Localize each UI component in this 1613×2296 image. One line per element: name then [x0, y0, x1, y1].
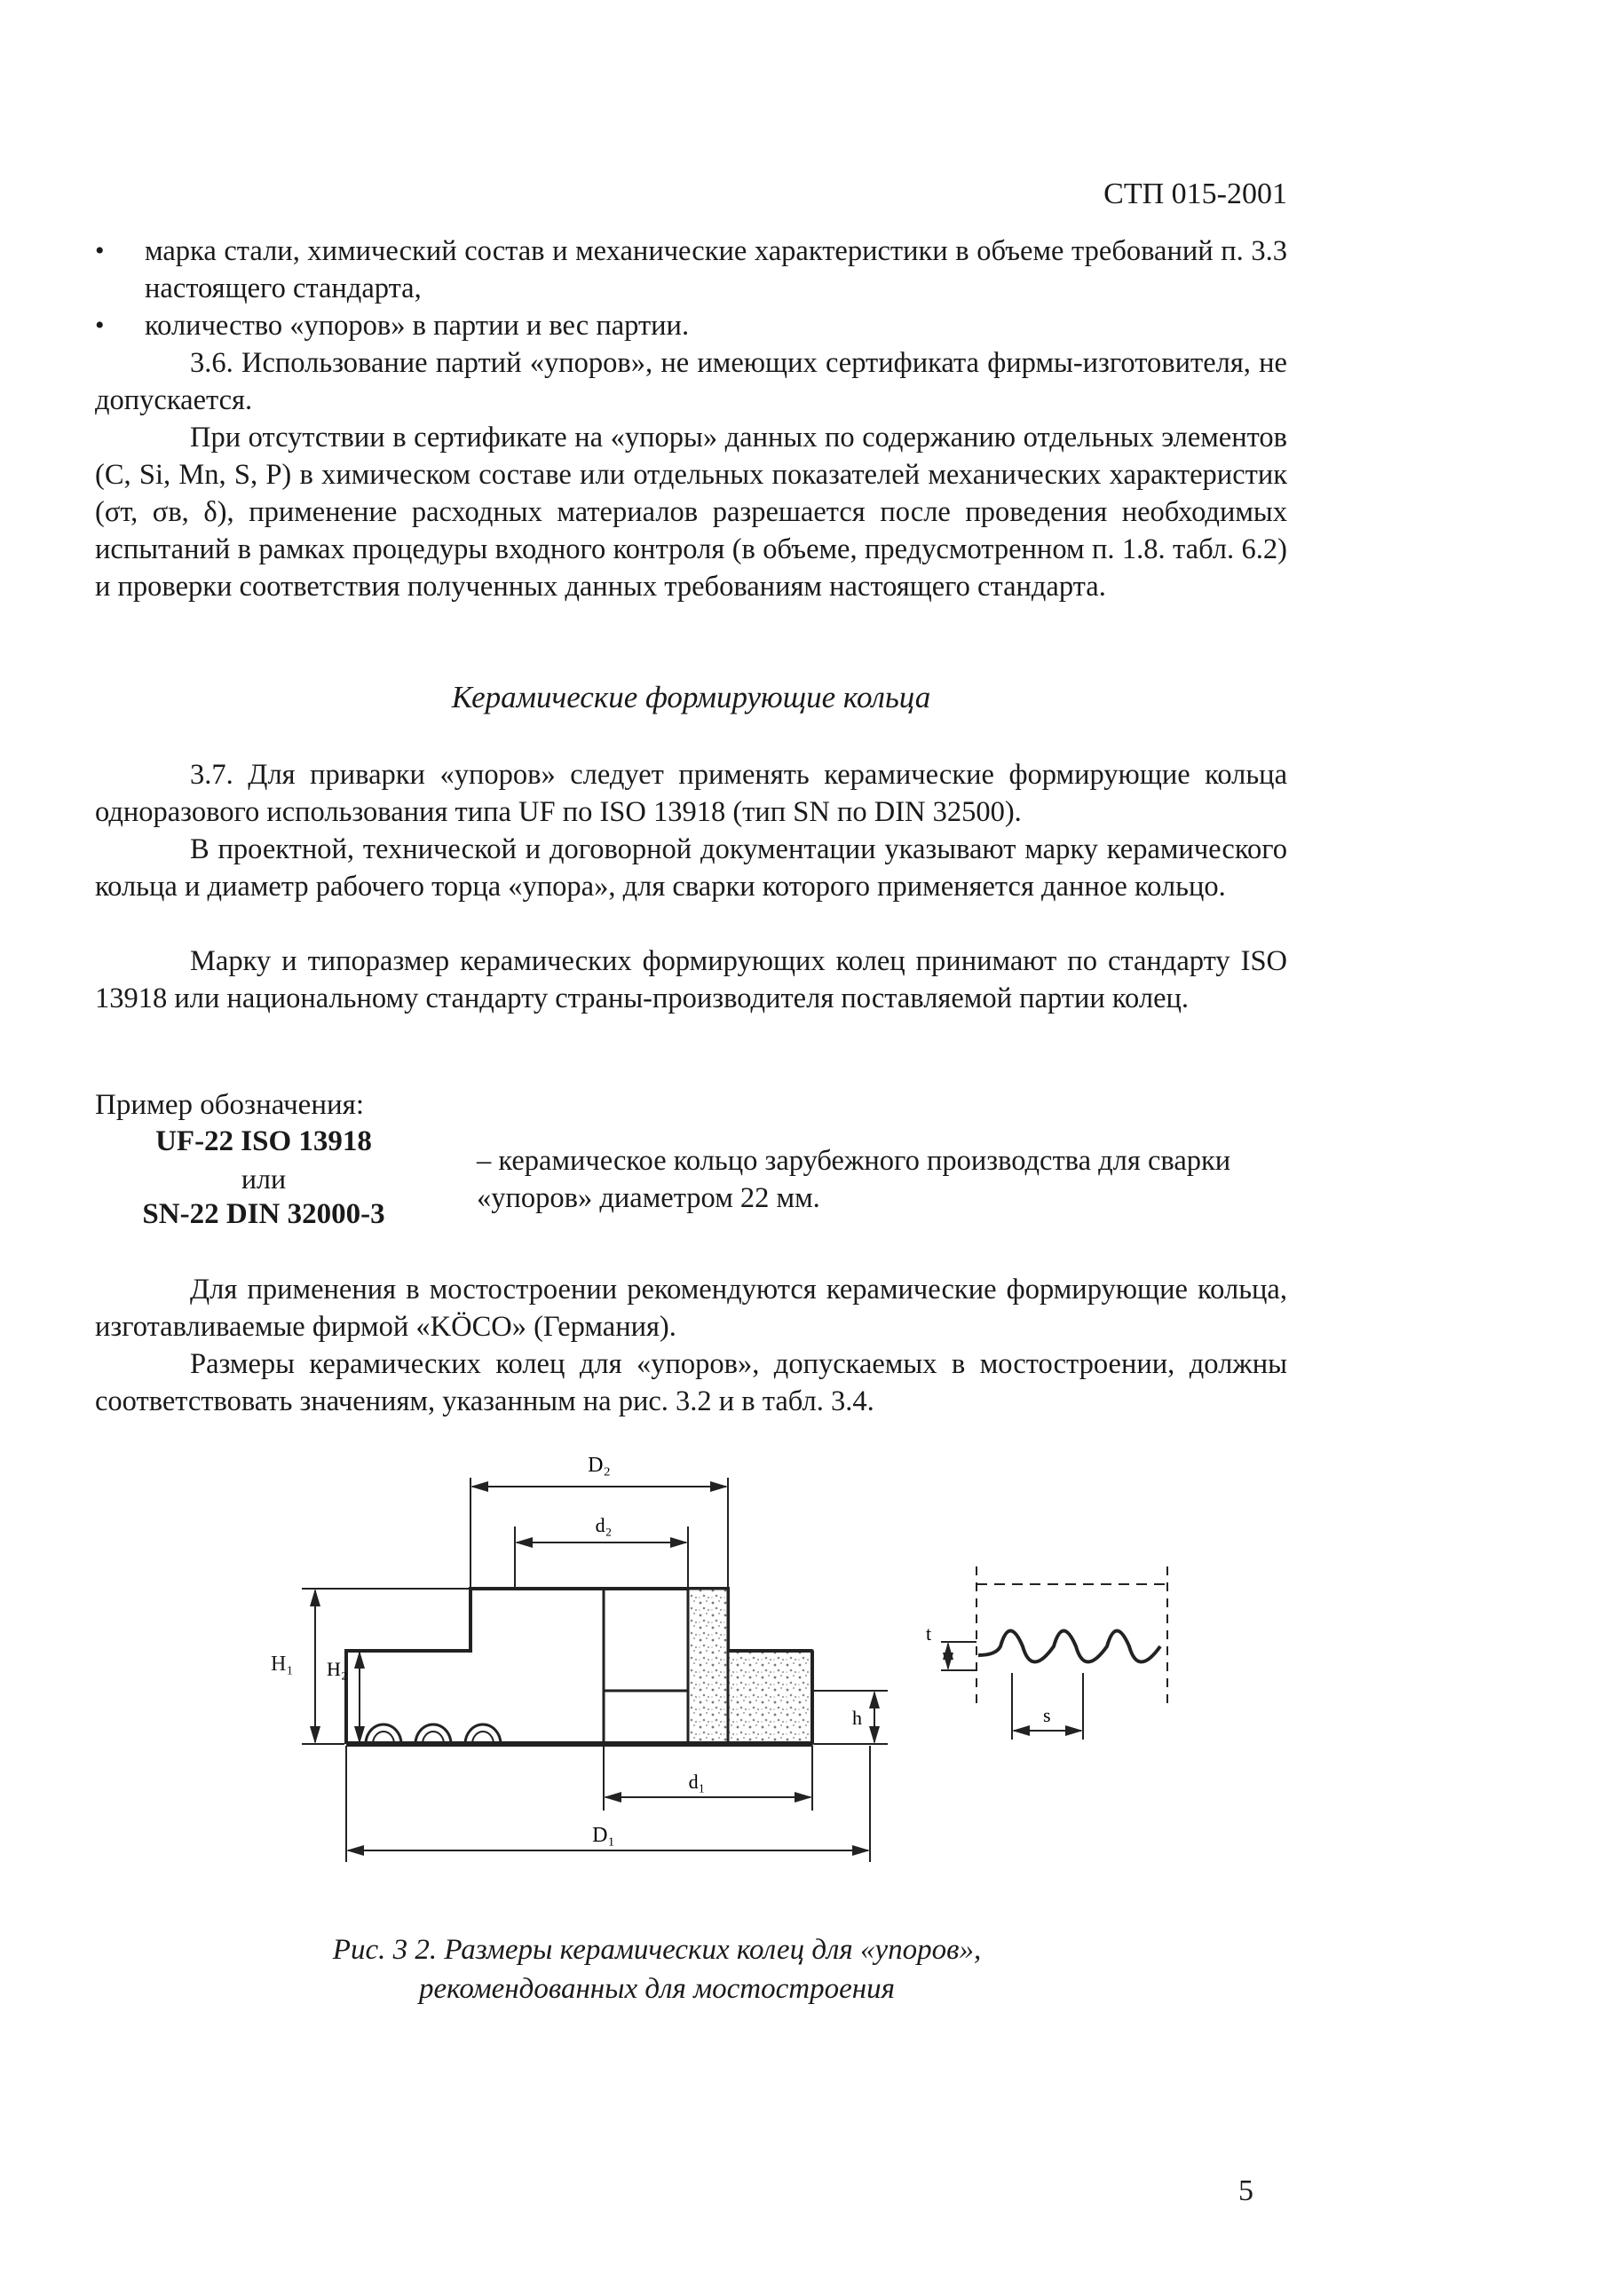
bullet-item: • марка стали, химический состав и механические характеристики в объеме требований п. 3.3 настоящего стандарта, — [95, 233, 1287, 307]
label-d2: d₂ — [595, 1514, 613, 1536]
label-H2: H₂ — [327, 1658, 348, 1680]
label-d1: d₁ — [688, 1771, 706, 1793]
figure-caption — [178, 1930, 1136, 2008]
label-s: s — [1043, 1704, 1051, 1726]
ring-cross-section — [346, 1589, 812, 1744]
dimension-d1 — [604, 1746, 812, 1811]
example-description: – керамическое кольцо зарубежного производства для сварки «упоров» диаметром 22 мм. — [477, 1145, 1231, 1214]
wavy-edge-detail — [941, 1566, 1167, 1740]
label-t: t — [926, 1622, 932, 1645]
caption-line-1: Рис. 3 2. Размеры керамических колец для «упоров», — [332, 1934, 982, 1966]
paragraph-bridge: Для применения в мостостроении рекомендуются керамические формирующие кольца, изготавливаемые фирмой «KÖCO» (Германия). — [95, 1274, 1287, 1343]
paragraph-certificate-absence: При отсутствии в сертификате на «упоры» данных по содержанию отдельных элементов (C, Si, Mn, S, P) в химическом составе или отдельных показателей механических характеристик (σт, σв, δ), применение расходных материалов разрешается после проведения необходимых испытаний в рамках процедуры входного контроля (в объеме, предусмотренном п. 1.8. табл. 6.2) и проверки соответствия полученных данных требованиям настоящего стандарта. — [95, 422, 1287, 603]
paragraph-brand-size: Марку и типоразмер керамических формирующих колец принимают по стандарту ISO 13918 или национальному стандарту страны-производителя поставляемой партии колец. — [95, 945, 1287, 1014]
ceramic-ring-diagram — [327, 1438, 1278, 1882]
caption-line-2: рекомендованных для мостостроения — [419, 1973, 895, 2005]
bullet-item: • количество «упоров» в партии и вес партии. — [95, 307, 1287, 344]
example-label: Пример обозначения: — [95, 1089, 364, 1121]
paragraph-3-6: 3.6. Использование партий «упоров», не имеющих сертификата фирмы-изготовителя, не допускается. — [95, 347, 1287, 416]
paragraph-3-7: 3.7. Для приварки «упоров» следует применять керамические формирующие кольца одноразового использования типа UF по ISO 13918 (тип SN по DIN 32500). — [95, 759, 1287, 828]
example-or: или — [241, 1163, 287, 1195]
example-code-uf: UF-22 ISO 13918 — [155, 1125, 372, 1157]
paragraph-documentation: В проектной, технической и договорной документации указывают марку керамического кольца и диаметр рабочего торца «упора», для сварки которого применяется данное кольцо. — [95, 833, 1287, 903]
label-D1: D₁ — [592, 1824, 615, 1847]
example-code-sn: SN-22 DIN 32000-3 — [142, 1198, 385, 1230]
page-number: 5 — [1238, 2174, 1253, 2207]
document-code: СТП 015-2001 — [1103, 178, 1287, 210]
label-h: h — [852, 1707, 862, 1729]
bullet-list — [95, 233, 1287, 344]
section-heading: Керамические формирующие кольца — [451, 680, 931, 714]
label-H1: H₁ — [271, 1653, 294, 1676]
label-D2: D₂ — [588, 1454, 611, 1477]
dimension-h — [814, 1691, 888, 1744]
paragraph-sizes: Размеры керамических колец для «упоров», допускаемых в мостостроении, должны соответствовать значениям, указанным на рис. 3.2 и в табл. 3.4. — [95, 1348, 1287, 1417]
